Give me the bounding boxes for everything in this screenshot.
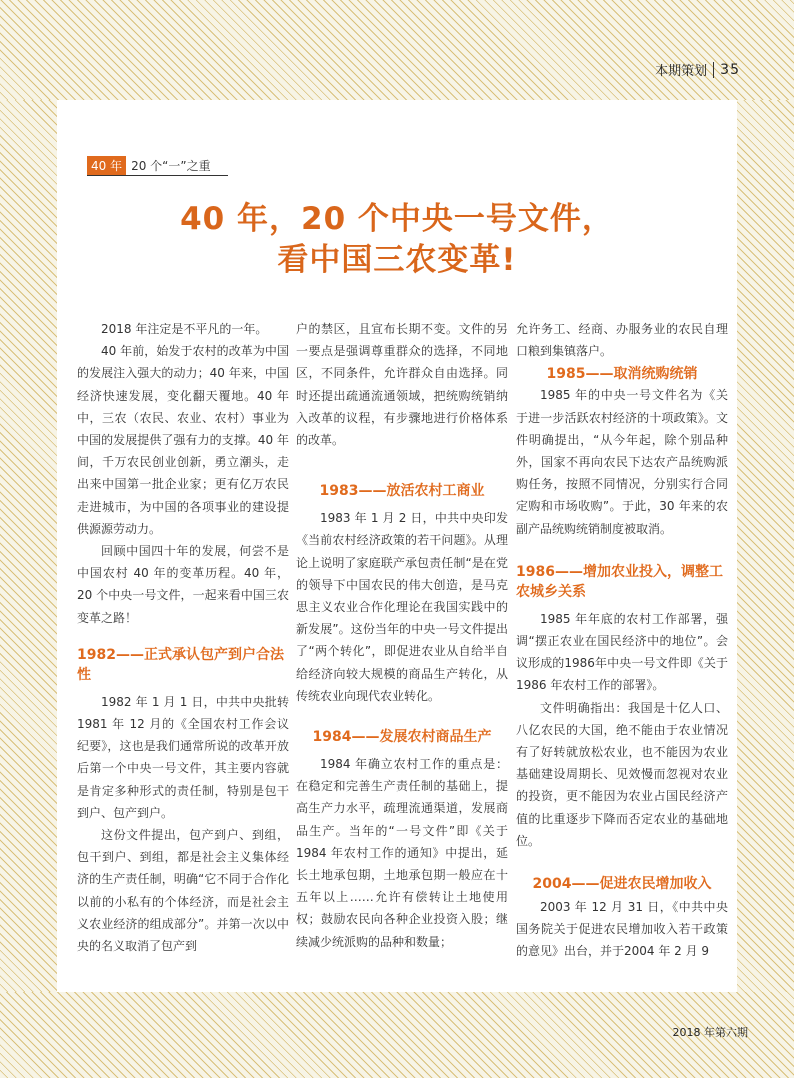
paragraph: 2018 年注定是不平凡的一年。 xyxy=(101,322,268,336)
paragraph: 允许务工、经商、办服务业的农民自理口粮到集镇落户。 xyxy=(516,322,728,359)
article-title-line1: 40 年，20 个中央一号文件， xyxy=(180,201,614,237)
paragraph: 1985 年年底的农村工作部署，强调“摆正农业在国民经济中的地位”。会议形成的1986年中央一号文件即《关于 1986 年农村工作的部署》。 xyxy=(516,611,728,693)
paragraph: 2003 年 12 月 31 日，《中共中央国务院关于促进农民增加收入若干政策的意见》出台，并于2004 年 2 月 9 xyxy=(516,900,728,959)
page-number: 35 xyxy=(720,61,740,78)
paragraph: 户的禁区，且宣布长期不变。文件的另一要点是强调尊重群众的选择，不同地区，不同条件，允许群众自由选择。同时还提出疏通流通领域，把统购统销纳入改革的议程，有步骤地进行价格体系的改革。 xyxy=(296,322,508,448)
section-heading-1986: 1986——增加农业投入，调整工农城乡关系 xyxy=(516,563,723,600)
column-1 xyxy=(77,318,289,957)
series-tag-years: 40 年 xyxy=(87,156,126,175)
paragraph: 1985 年的中央一号文件名为《关于进一步活跃农村经济的十项政策》。文件明确提出，“从今年起，除个别品种外，国家不再向农民下达农产品统购派购任务，按照不同情况，分别实行合同定购和市场收购”。于此，30 年来的农副产品统购统销制度被取消。 xyxy=(516,388,728,536)
section-heading-1983: 1983——放活农村工商业 xyxy=(319,483,485,500)
issue-footer: 2018 年第六期 xyxy=(672,1026,748,1039)
series-tag-subtitle: 20 个“一”之重 xyxy=(131,159,211,173)
column-2 xyxy=(296,318,508,953)
article-title-line2: 看中国三农变革! xyxy=(277,242,517,278)
section-heading-1984: 1984——发展农村商品生产 xyxy=(312,729,492,746)
paragraph: 文件明确指出：我国是十亿人口、八亿农民的大国，绝不能由于农业情况有了好转就放松农业，也不能因为农业基础建设周期长、见效慢而忽视对农业的投资，更不能因为农业占国民经济产值的比重逐步下降而否定农业的基础地位。 xyxy=(516,700,728,848)
section-heading-2004: 2004——促进农民增加收入 xyxy=(532,876,712,893)
header-divider xyxy=(713,62,714,78)
paragraph: 1983 年 1 月 2 日，中共中央印发《当前农村经济政策的若干问题》。从理论上说明了家庭联产承包责任制“是在党的领导下中国农民的伟大创造，是马克思主义农业合作化理论在我国实践中的新发展”。这份当年的中央一号文件提出了“两个转化”，即促进农业从自给半自给经济向较大规模的商品生产转化，从传统农业向现代农业转化。 xyxy=(296,511,508,703)
paragraph: 1982 年 1 月 1 日，中共中央批转 1981 年 12 月的《全国农村工作会议纪要》，这也是我们通常所说的改革开放后第一个中央一号文件，其主要内容就是肯定多种形式的责任制，特别是包干到户、包产到户。 xyxy=(77,694,289,820)
running-header xyxy=(655,60,740,79)
series-tag xyxy=(87,156,228,176)
section-heading-1985: 1985——取消统购统销 xyxy=(546,366,698,383)
section-label: 本期策划 xyxy=(655,64,708,79)
paragraph: 1984 年确立农村工作的重点是：在稳定和完善生产责任制的基础上，提高生产力水平，疏理流通渠道，发展商品生产。当年的“一号文件”即《关于 1984 年农村工作的通知》中提出，延长土地承包期，土地承包期一般应在十五年以上……允许有偿转让土地使用权；鼓励农民向各种企业投资入股；继续减少统派购的品种和数量； xyxy=(296,757,508,949)
hatch-border-right xyxy=(737,100,794,992)
paragraph: 40 年前，始发于农村的改革为中国的发展注入强大的动力；40 年来，中国经济快速发展，变化翻天覆地。40 年中，三农（农民、农业、农村）事业为中国的发展提供了强有力的支撑。40 年间，千万农民创业创新，勇立潮头，走出来中国第一批企业家；更有亿万农民走进城市，为中国的各项事业的建设提供源源劳动力。 xyxy=(77,344,289,536)
section-heading-1982: 1982——正式承认包产到户合法性 xyxy=(77,646,284,683)
hatch-border-top xyxy=(0,0,794,100)
paragraph: 回顾中国四十年的发展，何尝不是中国农村 40 年的变革历程。40 年，20 个中央一号文件，一起来看中国三农变革之路！ xyxy=(77,544,289,625)
paragraph: 这份文件提出，包产到户、到组，包干到户、到组，都是社会主义集体经济的生产责任制，明确“它不同于合作化以前的小私有的个体经济，而是社会主义农业经济的组成部分”。并第一次以中央的名义取消了包产到 xyxy=(77,828,289,954)
column-3 xyxy=(516,318,728,963)
hatch-border-left xyxy=(0,100,57,992)
